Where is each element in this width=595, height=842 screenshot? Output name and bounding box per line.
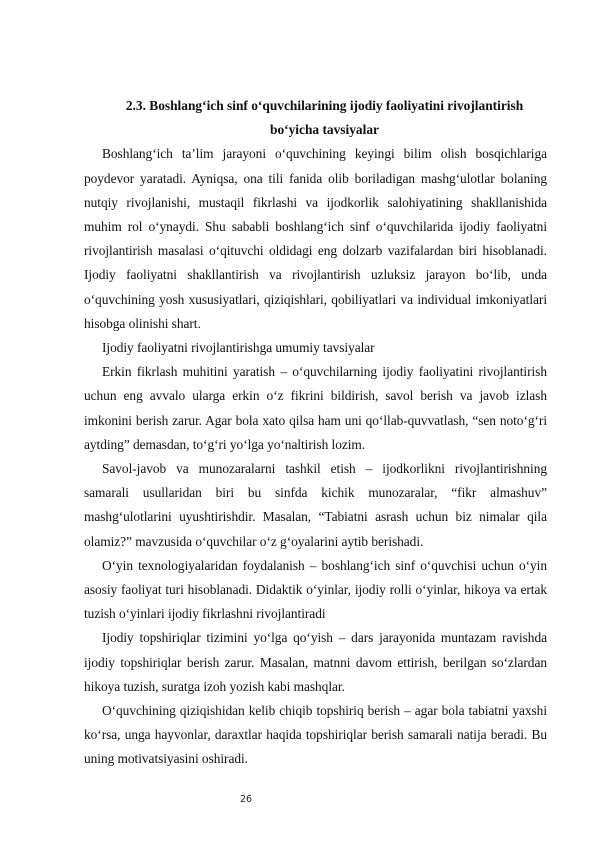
paragraph-creative-tasks: Ijodiy topshiriqlar tizimini yo‘lga qo‘yish – dars jarayonida muntazam ravishda ijodiy topshiriqlar berish zarur. Masalan, matnni davom ettirish, berilgan so‘zlardan hikoya tuzish, suratga izoh yozish kabi mashqlar. xyxy=(84,630,547,694)
paragraph-subheading: Ijodiy faoliyatni rivojlantirishga umumiy tavsiyalar xyxy=(102,340,375,356)
paragraph-discussions: Savol-javob va munozaralarni tashkil etish – ijodkorlikni rivojlantirishning samarali usullaridan biri bu sinfda kichik munozaralar, “fikr almashuv” mashg‘ulotlarini uyushtirishdir. Masalan, “Tabiatni asrash uchun biz nimalar qila olamiz?” mavzusida o‘quvchilar o‘z g‘oyalarini aytib berishadi. xyxy=(84,461,547,549)
paragraph-free-thinking: Erkin fikrlash muhitini yaratish – o‘quvchilarning ijodiy faoliyatini rivojlantirish uchun eng avvalo ularga erkin o‘z fikrini bildirish, savol berish va javob izlash imkonini berish zarur. Agar bola xato qilsa ham uni qo‘llab-quvvatlash, “sen noto‘g‘ri aytding” demasdan, to‘g‘ri yo‘lga yo‘naltirish lozim. xyxy=(84,364,547,452)
page-number: 26 xyxy=(240,794,253,805)
document-page xyxy=(84,94,547,772)
section-title-line-1: 2.3. Boshlang‘ich sinf o‘quvchilarining ijodiy faoliyatini rivojlantirish xyxy=(125,98,524,113)
paragraph-intro: Boshlang‘ich ta’lim jarayoni o‘quvchining keyingi bilim olish bosqichlariga poydevor yaratadi. Ayniqsa, ona tili fanida olib boriladigan mashg‘ulotlar bolaning nutqiy rivojlanishi, mustaqil fikrlashi va ijodkorlik salohiyatining shakllanishida muhim rol o‘ynaydi. Shu sababli boshlang‘ich sinf o‘quvchilarida ijodiy faoliyatni rivojlantirish masalasi o‘qituvchi oldidagi eng dolzarb vazifalardan biri hisoblanadi. Ijodiy faoliyatni shakllantirish va rivojlantirish uzluksiz jarayon bo‘lib, unda o‘quvchining yosh xususiyatlari, qiziqishlari, qobiliyatlari va individual imkoniyatlari hisobga olinishi shart. xyxy=(84,146,547,331)
section-title-line-2: bo‘yicha tavsiyalar xyxy=(270,122,379,138)
paragraph-game-technologies: O‘yin texnologiyalaridan foydalanish – boshlang‘ich sinf o‘quvchisi uchun o‘yin asosiy faoliyat turi hisoblanadi. Didaktik o‘yinlar, ijodiy rolli o‘yinlar, hikoya va ertak tuzish o‘yinlari ijodiy fikrlashni rivojlantiradi xyxy=(84,557,547,622)
paragraph-interest-based-tasks: O‘quvchining qiziqishidan kelib chiqib topshiriq berish – agar bola tabiatni yaxshi ko‘rsa, unga hayvonlar, daraxtlar haqida topshiriqlar berish samarali natija beradi. Bu uning motivatsiyasini oshiradi. xyxy=(84,703,547,767)
